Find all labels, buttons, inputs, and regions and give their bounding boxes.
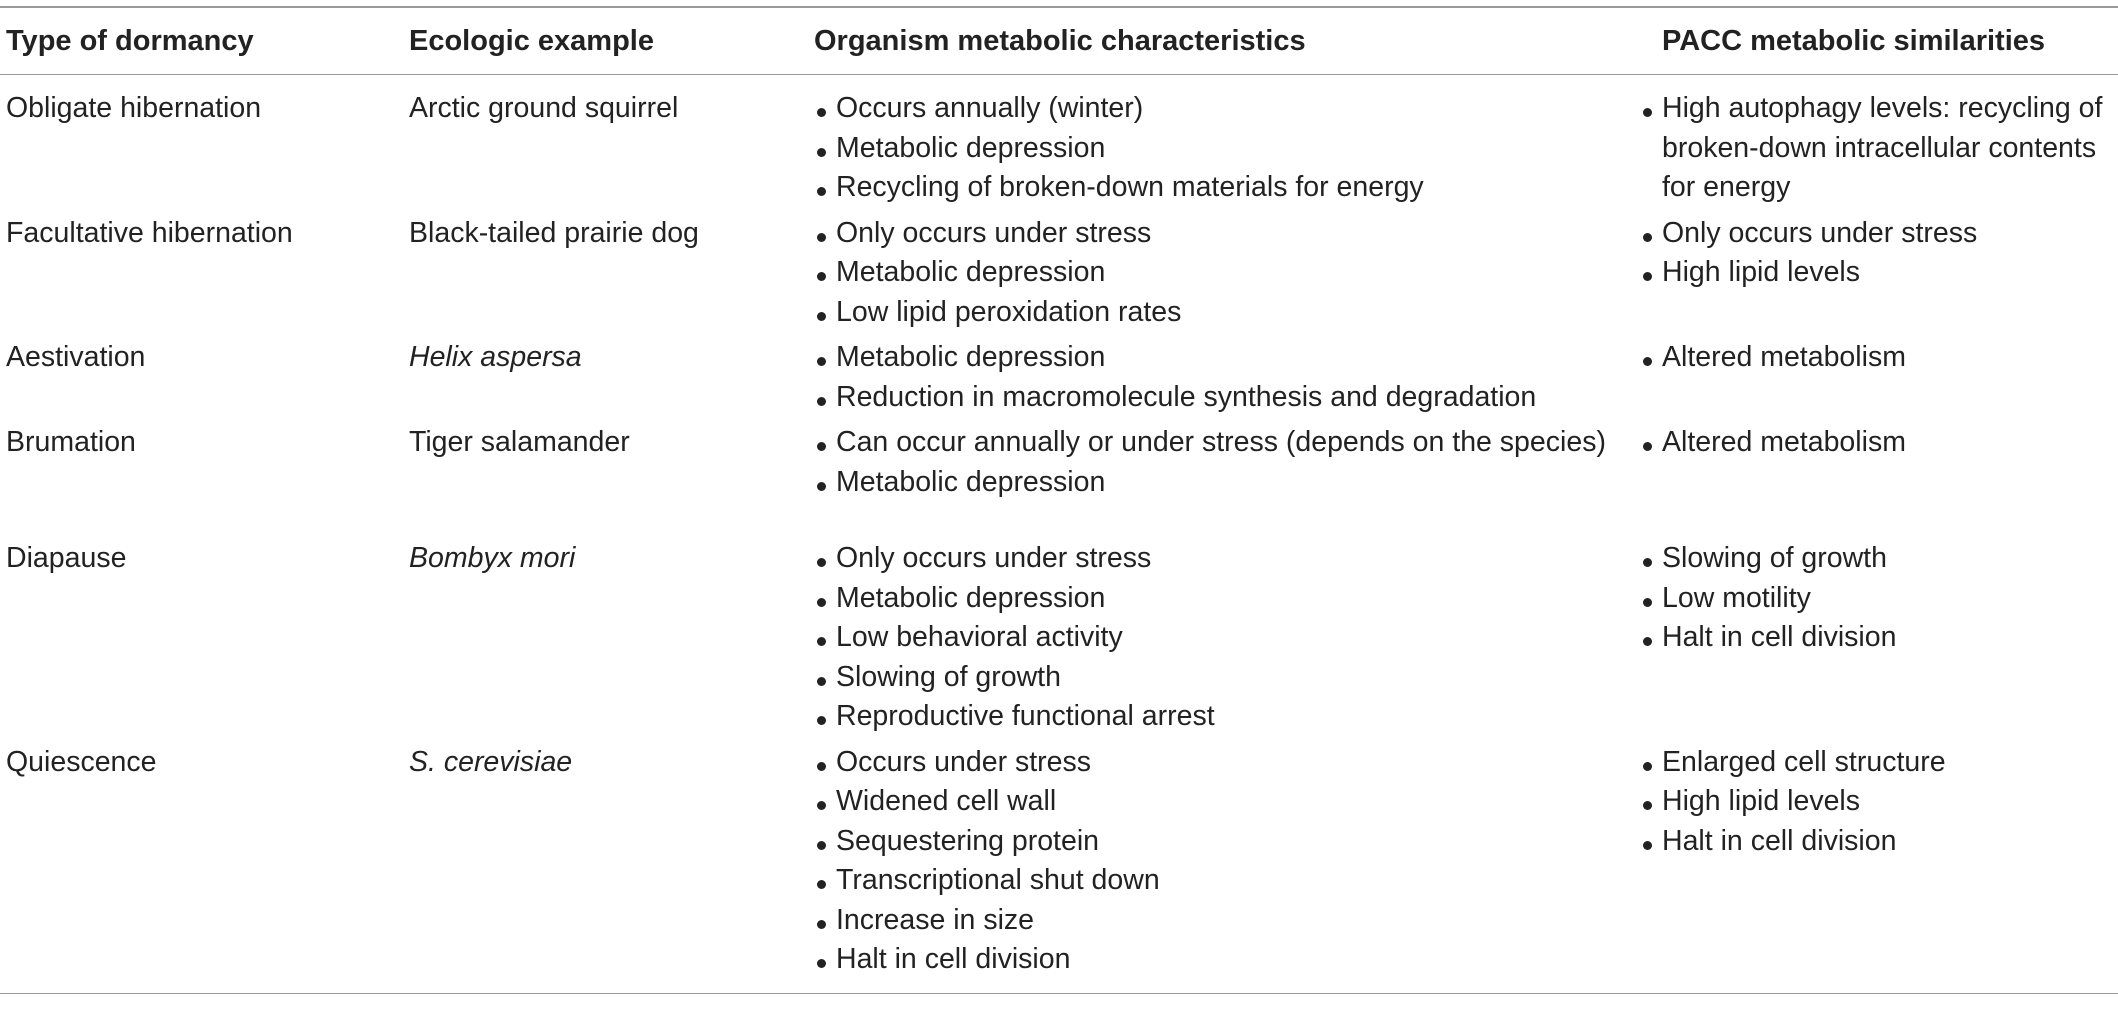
list-item: Halt in cell division bbox=[1640, 822, 2118, 862]
list-item: Only occurs under stress bbox=[1640, 214, 2118, 254]
list-item: Metabolic depression bbox=[814, 579, 1629, 619]
similarities-list bbox=[1629, 539, 2118, 658]
list-item: Altered metabolism bbox=[1640, 338, 2118, 378]
table-body bbox=[0, 75, 2118, 994]
dormancy-table bbox=[0, 6, 2118, 994]
list-item: Occurs under stress bbox=[814, 743, 1629, 783]
cell-organism-characteristics bbox=[814, 75, 1629, 214]
similarities-list bbox=[1629, 743, 2118, 862]
cell-dormancy-type: Brumation bbox=[6, 426, 136, 458]
list-item: Slowing of growth bbox=[814, 658, 1629, 698]
list-item: High autophagy levels: recycling of broken-down intracellular contents for energy bbox=[1640, 89, 2118, 208]
list-item: Transcriptional shut down bbox=[814, 861, 1629, 901]
list-item: Reproductive functional arrest bbox=[814, 697, 1629, 737]
list-item: Increase in size bbox=[814, 901, 1629, 941]
cell-ecologic-example: Tiger salamander bbox=[409, 426, 630, 458]
cell-dormancy-type: Quiescence bbox=[6, 745, 157, 778]
header-row bbox=[0, 7, 2118, 75]
table-row bbox=[0, 75, 2118, 214]
similarities-list bbox=[1629, 89, 2118, 208]
table-row bbox=[0, 214, 2118, 339]
cell-dormancy-type: Facultative hibernation bbox=[6, 216, 293, 249]
table-row bbox=[0, 423, 2118, 539]
list-item: Halt in cell division bbox=[814, 940, 1629, 980]
list-item: Metabolic depression bbox=[814, 253, 1629, 293]
table-header bbox=[0, 7, 2118, 75]
cell-pacc-similarities bbox=[1629, 423, 2118, 539]
cell-ecologic-example: Bombyx mori bbox=[409, 542, 576, 574]
list-item: High lipid levels bbox=[1640, 782, 2118, 822]
cell-organism-characteristics bbox=[814, 539, 1629, 743]
list-item: Reduction in macromolecule synthesis and degradation bbox=[814, 378, 1629, 418]
list-item: Enlarged cell structure bbox=[1640, 743, 2118, 783]
header-pacc-similarities: PACC metabolic similarities bbox=[1662, 24, 2046, 57]
header-ecologic-example: Ecologic example bbox=[409, 24, 654, 57]
list-item: Metabolic depression bbox=[814, 129, 1629, 169]
list-item: Occurs annually (winter) bbox=[814, 89, 1629, 129]
cell-pacc-similarities bbox=[1629, 743, 2118, 994]
list-item: Recycling of broken-down materials for energy bbox=[814, 168, 1629, 208]
cell-organism-characteristics bbox=[814, 214, 1629, 339]
cell-ecologic-example: Black-tailed prairie dog bbox=[409, 216, 699, 249]
dormancy-table-container bbox=[0, 6, 2118, 994]
list-item: High lipid levels bbox=[1640, 253, 2118, 293]
header-organism-characteristics: Organism metabolic characteristics bbox=[814, 24, 1306, 57]
cell-ecologic-example: Arctic ground squirrel bbox=[409, 92, 679, 124]
list-item: Widened cell wall bbox=[814, 782, 1629, 822]
characteristics-list bbox=[814, 89, 1629, 208]
cell-dormancy-type: Obligate hibernation bbox=[6, 92, 262, 124]
cell-ecologic-example: S. cerevisiae bbox=[409, 745, 573, 778]
cell-pacc-similarities bbox=[1629, 338, 2118, 423]
similarities-list bbox=[1629, 338, 2118, 378]
list-item: Low behavioral activity bbox=[814, 618, 1629, 658]
cell-pacc-similarities bbox=[1629, 539, 2118, 743]
cell-organism-characteristics bbox=[814, 423, 1629, 539]
table-row bbox=[0, 743, 2118, 994]
list-item: Metabolic depression bbox=[814, 338, 1629, 378]
cell-organism-characteristics bbox=[814, 338, 1629, 423]
list-item: Altered metabolism bbox=[1640, 423, 2118, 463]
list-item: Low lipid peroxidation rates bbox=[814, 293, 1629, 333]
cell-dormancy-type: Aestivation bbox=[6, 341, 146, 373]
list-item: Only occurs under stress bbox=[814, 214, 1629, 254]
list-item: Sequestering protein bbox=[814, 822, 1629, 862]
characteristics-list bbox=[814, 338, 1629, 417]
cell-pacc-similarities bbox=[1629, 75, 2118, 214]
list-item: Slowing of growth bbox=[1640, 539, 2118, 579]
cell-organism-characteristics bbox=[814, 743, 1629, 994]
list-item: Metabolic depression bbox=[814, 463, 1629, 503]
characteristics-list bbox=[814, 214, 1629, 333]
list-item: Only occurs under stress bbox=[814, 539, 1629, 579]
similarities-list bbox=[1629, 423, 2118, 463]
list-item: Low motility bbox=[1640, 579, 2118, 619]
cell-ecologic-example: Helix aspersa bbox=[409, 341, 582, 373]
cell-dormancy-type: Diapause bbox=[6, 542, 127, 574]
list-item: Can occur annually or under stress (depends on the species) bbox=[814, 423, 1629, 463]
characteristics-list bbox=[814, 743, 1629, 980]
characteristics-list bbox=[814, 539, 1629, 737]
header-type-of-dormancy: Type of dormancy bbox=[6, 24, 254, 57]
characteristics-list bbox=[814, 423, 1629, 502]
list-item: Halt in cell division bbox=[1640, 618, 2118, 658]
table-row bbox=[0, 338, 2118, 423]
similarities-list bbox=[1629, 214, 2118, 293]
cell-pacc-similarities bbox=[1629, 214, 2118, 339]
table-row bbox=[0, 539, 2118, 743]
